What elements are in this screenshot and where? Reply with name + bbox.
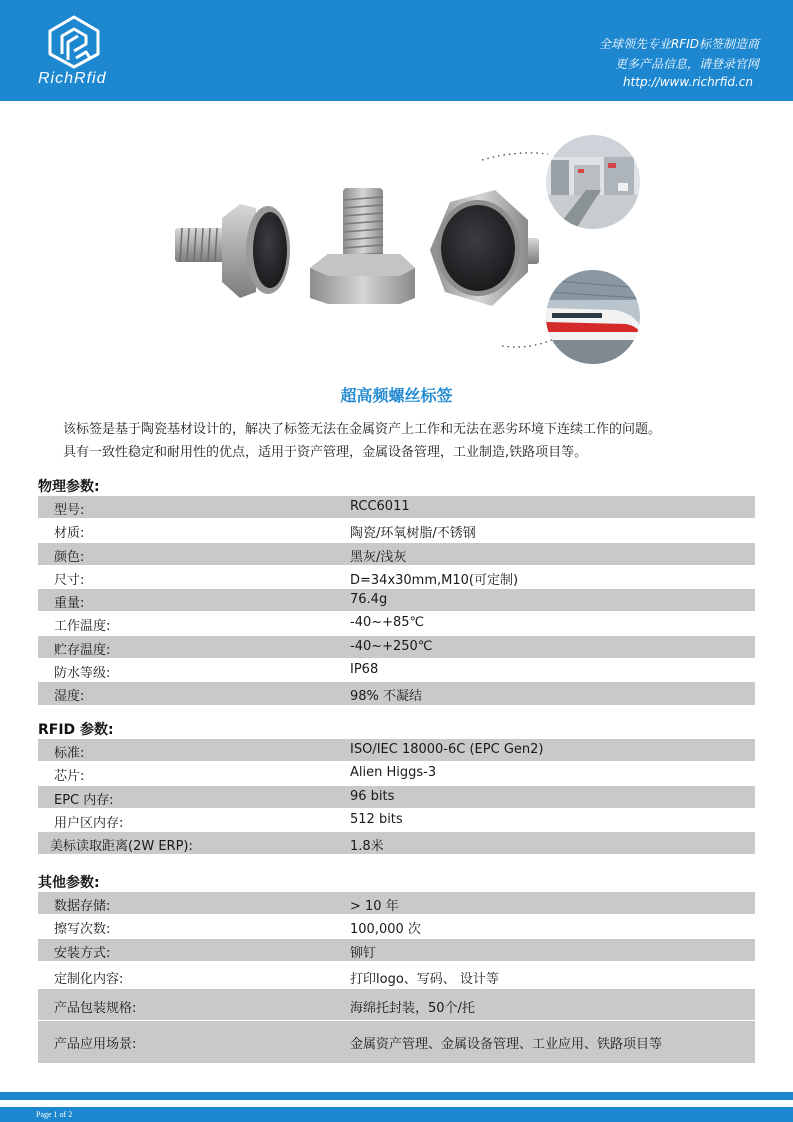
factory-photo xyxy=(546,135,640,229)
table-row xyxy=(38,809,755,832)
param-value: > 10 年 xyxy=(350,899,399,914)
param-value: RCC6011 xyxy=(350,499,410,514)
description-line-2: 具有一致性稳定和耐用性的优点，适用于资产管理，金属设备管理，工业制造,铁路项目等。 xyxy=(63,445,588,460)
param-key: 型号: xyxy=(54,503,85,518)
table-row xyxy=(38,612,755,635)
footer-stripe xyxy=(0,1092,793,1100)
param-key: 重量: xyxy=(54,596,85,612)
product-title: 超高频螺丝标签 xyxy=(340,386,453,405)
param-value: 1.8米 xyxy=(350,839,384,855)
param-value: D=34x30mm,M10(可定制) xyxy=(350,572,519,588)
param-key: 尺寸: xyxy=(54,572,85,588)
param-value: 打印logo、写码、 设计等 xyxy=(350,971,499,987)
param-key: 用户区内存: xyxy=(54,815,124,831)
param-key: 材质: xyxy=(54,526,85,542)
param-key: 产品包装规格: xyxy=(54,1000,137,1016)
table-row xyxy=(38,589,755,612)
param-key: 标准: xyxy=(54,746,85,761)
table-row xyxy=(38,519,755,542)
param-value: Alien Higgs-3 xyxy=(350,765,437,781)
table-row xyxy=(38,989,755,1021)
param-key: 美标读取距离(2W ERP): xyxy=(50,839,193,855)
param-key: 贮存温度: xyxy=(54,642,111,658)
param-key: 产品应用场景: xyxy=(54,1036,137,1052)
param-value: ISO/IEC 18000-6C (EPC Gen2) xyxy=(350,742,544,757)
screw-middle xyxy=(310,188,415,304)
table-row xyxy=(38,832,755,855)
description-line-1: 该标签是基于陶瓷基材设计的，解决了标签无法在金属资产上工作和无法在恶劣环境下连续工作的问题。 xyxy=(63,422,662,437)
param-key: 防水等级: xyxy=(54,666,111,682)
physical-params-heading: 物理参数: xyxy=(38,476,755,498)
param-value: 76.4g xyxy=(350,592,388,608)
screw-left xyxy=(175,204,290,298)
table-row xyxy=(38,762,755,785)
table-row xyxy=(38,915,755,938)
param-key: 颜色: xyxy=(54,549,85,565)
train-photo xyxy=(546,270,640,364)
rfid-params-heading: RFID 参数: xyxy=(38,719,755,741)
param-key: 工作温度: xyxy=(54,619,111,635)
table-row xyxy=(38,543,755,566)
logo-text: RichRfid xyxy=(38,70,107,87)
rfid-params-table xyxy=(38,739,755,855)
page-header xyxy=(0,0,793,101)
table-row xyxy=(38,786,755,809)
param-value: -40~+85℃ xyxy=(350,615,425,631)
param-value: 陶瓷/环氧树脂/不锈钢 xyxy=(350,526,476,542)
table-row xyxy=(38,496,755,519)
param-key: 数据存储: xyxy=(54,899,111,914)
other-params-heading: 其他参数: xyxy=(38,872,755,894)
param-value: 512 bits xyxy=(350,811,403,827)
param-key: 定制化内容: xyxy=(54,971,124,987)
header-tagline: 全球领先专业RFID标签制造商 xyxy=(598,37,759,51)
param-value: 海绵托封装，50个/托 xyxy=(350,1000,475,1016)
param-value: 铆钉 xyxy=(350,945,377,961)
table-row xyxy=(38,739,755,762)
header-subline: 更多产品信息，请登录官网 xyxy=(614,57,759,71)
param-key: EPC 内存: xyxy=(54,792,114,808)
param-key: 安装方式: xyxy=(54,945,111,961)
table-row xyxy=(38,962,755,989)
param-value: IP68 xyxy=(350,662,379,678)
param-value: 金属资产管理、金属设备管理、工业应用、铁路项目等 xyxy=(350,1036,663,1052)
table-row xyxy=(38,1021,755,1064)
param-value: -40~+250℃ xyxy=(350,638,433,654)
table-row xyxy=(38,659,755,682)
param-key: 擦写次数: xyxy=(54,922,111,938)
table-row xyxy=(38,939,755,962)
table-row xyxy=(38,682,755,705)
table-row xyxy=(38,566,755,589)
param-key: 芯片: xyxy=(54,769,85,785)
physical-params-table xyxy=(38,496,755,706)
table-row xyxy=(38,892,755,915)
param-value: 100,000 次 xyxy=(350,922,421,938)
table-row xyxy=(38,636,755,659)
param-value: 黑灰/浅灰 xyxy=(350,549,407,565)
richrfid-logo-icon xyxy=(46,14,102,70)
param-value: 98% 不凝结 xyxy=(350,689,423,705)
page-number: Page 1 of 2 xyxy=(36,1110,73,1119)
param-key: 湿度: xyxy=(54,689,85,705)
param-value: 96 bits xyxy=(350,788,395,804)
page-footer xyxy=(0,1107,793,1122)
header-url[interactable]: http://www.richrfid.cn xyxy=(622,75,753,89)
other-params-table xyxy=(38,892,755,1064)
